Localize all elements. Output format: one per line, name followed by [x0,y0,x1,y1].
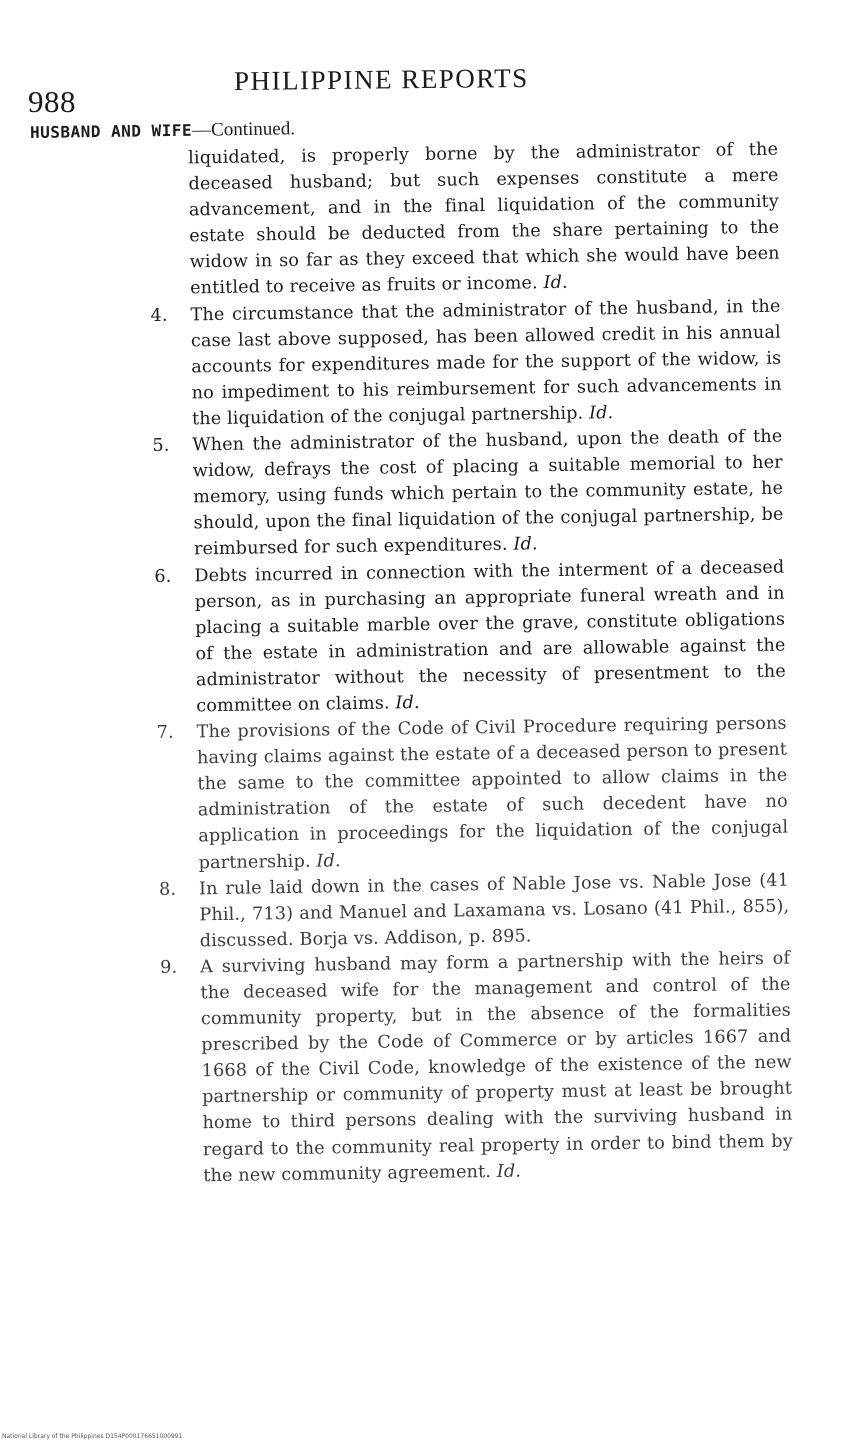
item-text: The circumstance that the administrator of the husband, in the case last above supposed, has been allowed credit in his annual accounts for expenditures made for the support of the widow, is no impediment to his reimbursement for such advancements in the liquidation of the conjugal partnership. [190,296,782,430]
citation: Id. [588,403,614,424]
section-heading-title: HUSBAND AND WIFE [29,120,193,142]
page-number: 988 [28,84,76,119]
digest-item-7 [157,711,789,877]
digest-body [148,137,793,1190]
continuation-paragraph [148,137,780,303]
citation: Id. [513,534,538,556]
item-number: 7. [156,722,174,743]
running-head: PHILIPPINE REPORTS [233,62,529,96]
scan-credit: National Library of the Philippines D154P000176651000991 [2,1433,183,1440]
citation: Id. [496,1161,522,1182]
digest-item-8 [159,867,790,955]
section-heading [30,118,295,144]
item-number: 8. [158,879,177,900]
item-number: 5. [152,435,170,456]
item-text: Debts incurred in connection with the interment of a deceased person, as in purchasing an appropriate funeral wreath and in placing a suitable marble over the grave, constitute obligations of the estate in administration and are allowable against the administrator without the necessity of presentment to the committee on claims. [194,557,787,717]
digest-item-9 [160,945,793,1189]
citation: Id. [316,850,341,872]
item-text: When the administrator of the husband, upon the death of the widow, defrays the cost of placing a suitable memorial to her memory, using funds which pertain to the community estate, he should, upon the final liquidation of the conjugal partnership, be reimbursed for such expenditures. [192,426,784,560]
item-text: The provisions of the Code of Civil Procedure requiring persons having claims against the estate of a deceased person to present the same to the committee appointed to allow claims in the administration of the estate of such decedent have no application in proceedings for the liquidation of the conjugal partnership. [196,713,789,873]
digest-item-5 [152,424,784,564]
item-number: 6. [154,566,172,587]
citation: Id. [395,693,420,714]
item-number: 9. [160,957,178,978]
item-text: In rule laid down in the cases of Nable Jose vs. Nable Jose (41 Phil., 713) and Manuel and Laxamana vs. Losano (41 Phil., 855), discussed. Borja vs. Addison, p. 895. [198,870,790,952]
item-text: A surviving husband may form a partnership with the heirs of the deceased wife for the management and control of the community property, but in the absence of the formalities prescribed by the Code of Commerce or by articles 1667 and 1668 of the Civil Code, knowledge of the existence of the new partnership or community of property must at least be brought home to third persons dealing with the surviving husband in regard to the community real property in order to bind them by the new community agreement. [200,948,793,1186]
digest-item-6 [154,554,786,720]
section-heading-continued: —Continued. [191,118,296,141]
citation: Id. [543,273,568,294]
digest-item-4 [150,293,782,433]
continuation-text: liquidated, is properly borne by the administrator of the deceased husband; but such expenses constitute a mere advancement, and in the final liquidation of the community estate should be deducted from the share pertaining to the widow in so far as they exceed that which she would have been entitled to receive as fruits or income. [188,139,780,299]
item-number: 4. [150,305,168,326]
